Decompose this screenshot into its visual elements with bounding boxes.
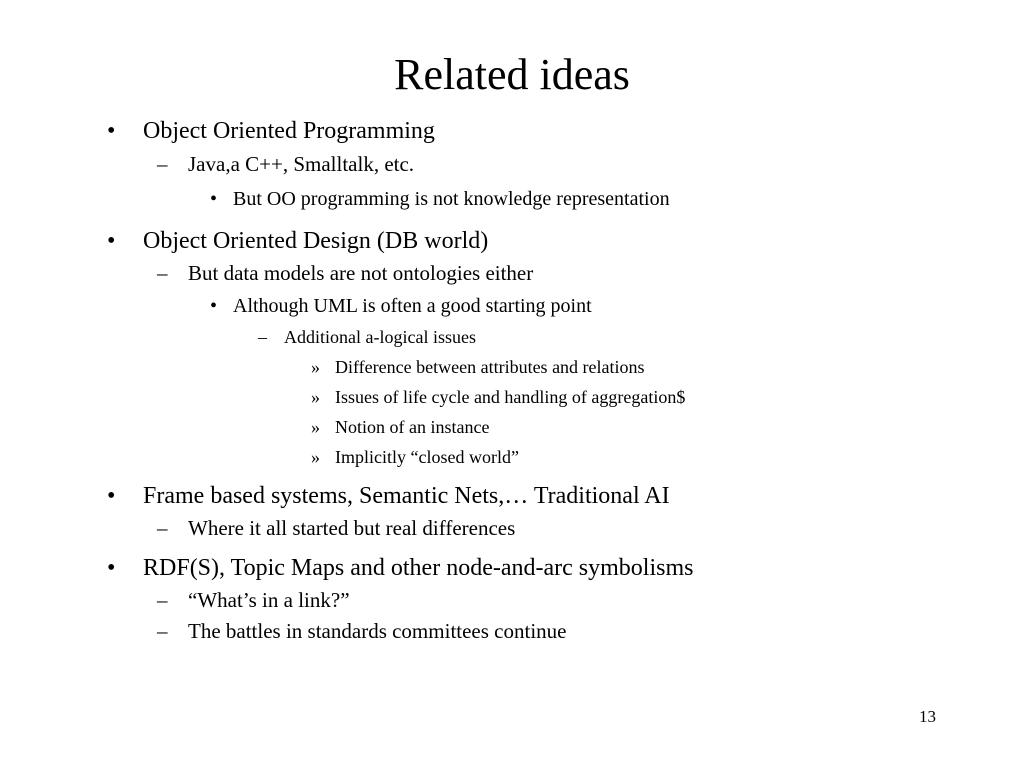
bullet-marker: • <box>107 228 116 254</box>
bullet-marker: • <box>210 295 218 317</box>
list-item-text: Object Oriented Programming <box>143 118 435 144</box>
dash-marker: – <box>157 261 168 285</box>
dash-marker: – <box>258 327 267 347</box>
list-item-text: Notion of an instance <box>335 417 490 437</box>
slide-title: Related ideas <box>394 50 630 99</box>
list-item-text: Object Oriented Design (DB world) <box>143 228 489 254</box>
bullet-marker: • <box>107 118 116 144</box>
chevron-marker: » <box>311 387 320 407</box>
bullet-marker: • <box>107 555 116 581</box>
bullet-marker: • <box>210 188 218 210</box>
dash-marker: – <box>157 152 168 176</box>
list-item-text: Frame based systems, Semantic Nets,… Traditional AI <box>143 483 670 509</box>
dash-marker: – <box>157 516 168 540</box>
chevron-marker: » <box>311 357 320 377</box>
list-item-text: The battles in standards committees continue <box>188 619 567 643</box>
dash-marker: – <box>157 619 168 643</box>
list-item-text: “What’s in a link?” <box>188 588 350 612</box>
list-item-text: Where it all started but real differences <box>188 516 516 540</box>
list-item-text: Implicitly “closed world” <box>335 447 519 467</box>
chevron-marker: » <box>311 447 320 467</box>
list-item-text: But OO programming is not knowledge representation <box>233 188 670 210</box>
slide-number: 13 <box>919 707 936 726</box>
list-item-text: RDF(S), Topic Maps and other node-and-arc symbolisms <box>143 555 694 581</box>
list-item-text: Although UML is often a good starting point <box>233 295 592 317</box>
list-item-text: Additional a-logical issues <box>284 327 476 347</box>
list-item-text: Difference between attributes and relations <box>335 357 645 377</box>
list-item-text: But data models are not ontologies either <box>188 261 534 285</box>
dash-marker: – <box>157 588 168 612</box>
chevron-marker: » <box>311 417 320 437</box>
list-item-text: Java,a C++, Smalltalk, etc. <box>188 152 415 176</box>
list-item-text: Issues of life cycle and handling of aggregation$ <box>335 387 686 407</box>
bullet-marker: • <box>107 483 116 509</box>
